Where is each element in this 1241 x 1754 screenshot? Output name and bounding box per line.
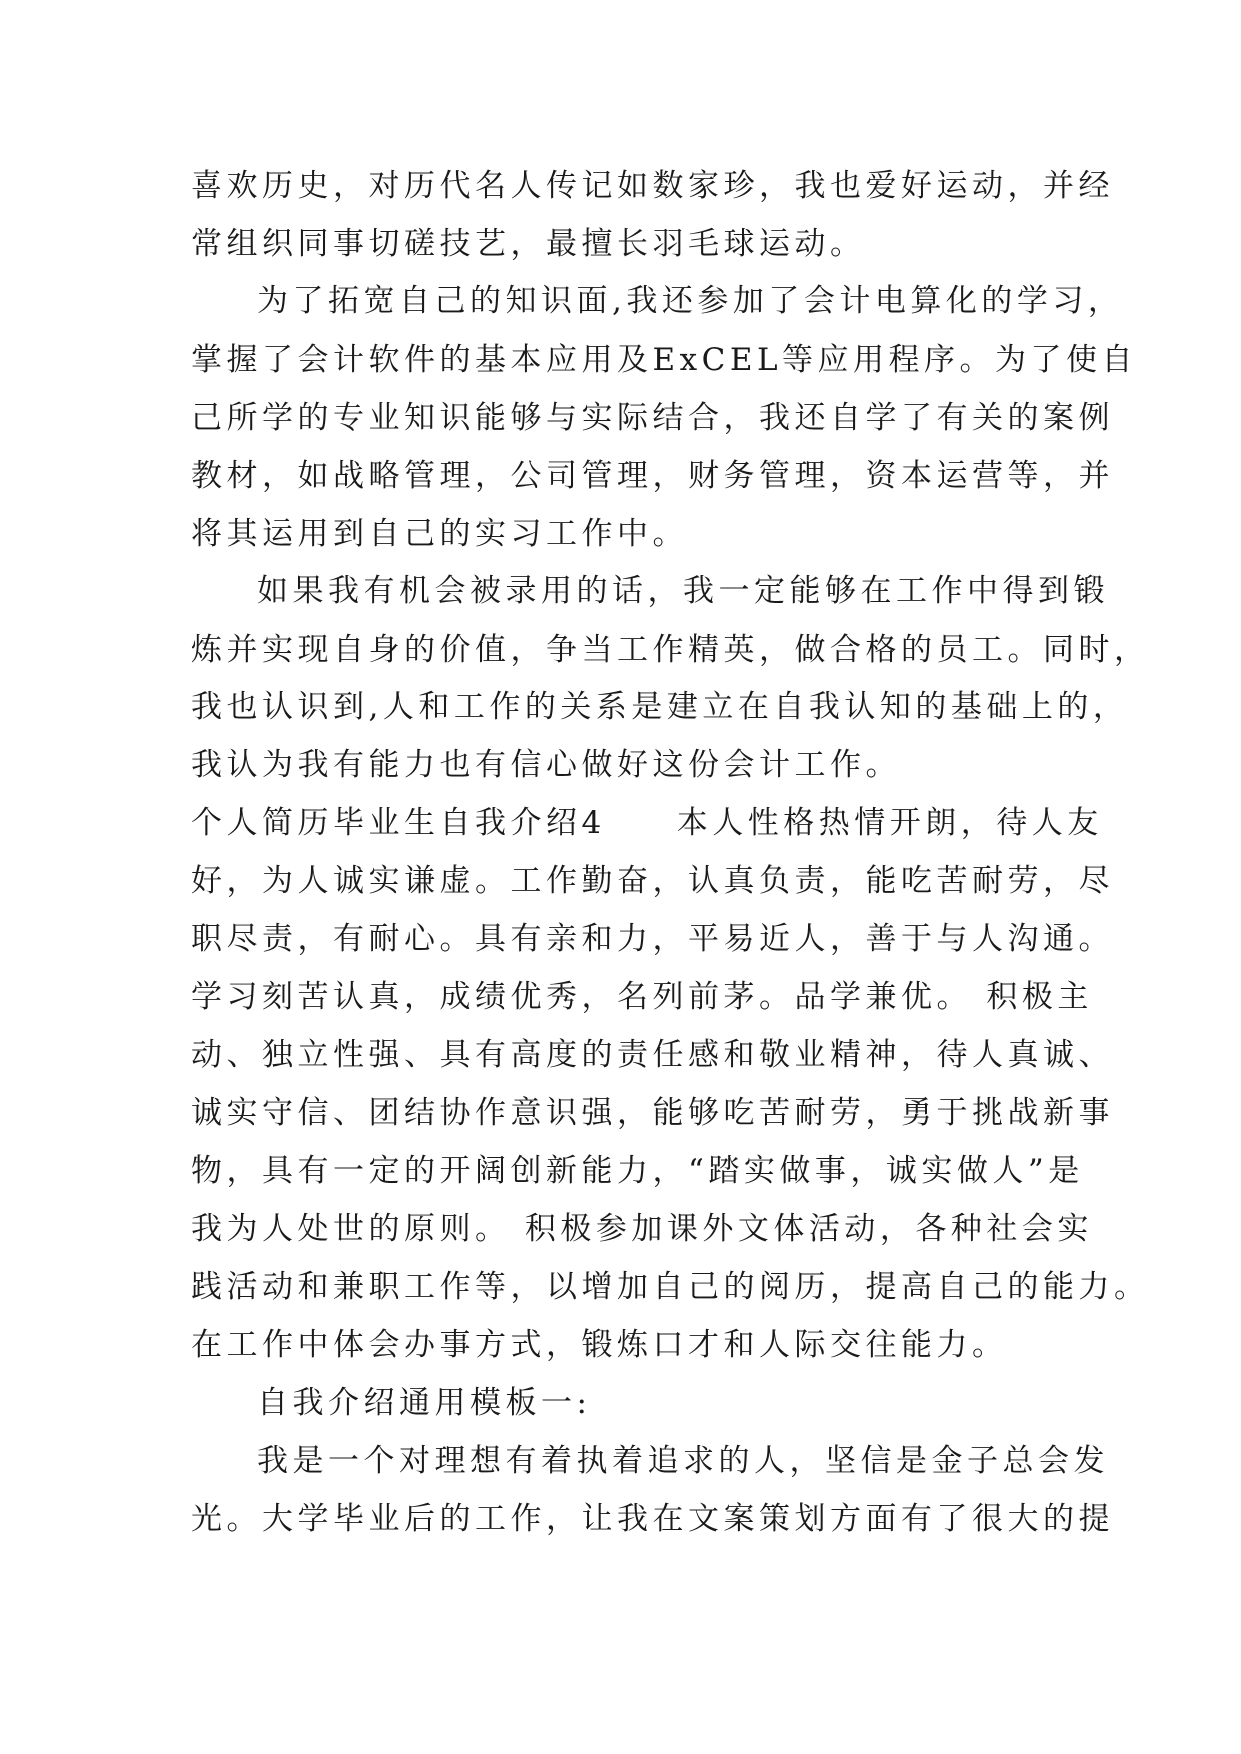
text-line: 为了拓宽自己的知识面,我还参加了会计电算化的学习，: [257, 283, 1124, 319]
text-line: 好，为人诚实谦虚。工作勤奋，认真负责，能吃苦耐劳，尽: [191, 863, 1114, 899]
text-line: 诚实守信、团结协作意识强，能够吃苦耐劳，勇于挑战新事: [191, 1095, 1114, 1131]
text-line: 我是一个对理想有着执着追求的人，坚信是金子总会发: [257, 1443, 1109, 1479]
text-line: 喜欢历史，对历代名人传记如数家珍，我也爱好运动，并经: [191, 168, 1114, 204]
text-line: 物，具有一定的开阔创新能力，“踏实做事，诚实做人”是: [191, 1153, 1084, 1189]
text-line: 己所学的专业知识能够与实际结合，我还自学了有关的案例: [191, 400, 1114, 436]
text-line: 个人简历毕业生自我介绍4 本人性格热情开朗，待人友: [191, 805, 1103, 841]
text-line: 炼并实现自身的价值，争当工作精英，做合格的员工。同时，: [191, 632, 1150, 668]
text-line: 常组织同事切磋技艺，最擅长羽毛球运动。: [191, 226, 866, 262]
text-line: 掌握了会计软件的基本应用及ExCEL等应用程序。为了使自: [191, 342, 1138, 378]
text-line: 自我介绍通用模板一:: [257, 1385, 592, 1421]
text-line: 在工作中体会办事方式，锻炼口才和人际交往能力。: [191, 1327, 1008, 1363]
text-line: 我认为我有能力也有信心做好这份会计工作。: [191, 747, 901, 783]
text-line: 如果我有机会被录用的话，我一定能够在工作中得到锻: [257, 573, 1109, 609]
text-line: 动、独立性强、具有高度的责任感和敬业精神，待人真诚、: [191, 1037, 1114, 1073]
text-line: 职尽责，有耐心。具有亲和力，平易近人，善于与人沟通。: [191, 921, 1114, 957]
text-line: 学习刻苦认真，成绩优秀，名列前茅。品学兼优。 积极主: [191, 979, 1093, 1015]
text-line: 光。大学毕业后的工作，让我在文案策划方面有了很大的提: [191, 1501, 1114, 1537]
text-line: 教材，如战略管理，公司管理，财务管理，资本运营等，并: [191, 458, 1114, 494]
text-line: 将其运用到自己的实习工作中。: [191, 516, 688, 552]
text-line: 我也认识到,人和工作的关系是建立在自我认知的基础上的，: [191, 689, 1129, 725]
text-line: 我为人处世的原则。 积极参加课外文体活动，各种社会实: [191, 1211, 1093, 1247]
text-line: 践活动和兼职工作等，以增加自己的阅历，提高自己的能力。: [191, 1269, 1150, 1305]
